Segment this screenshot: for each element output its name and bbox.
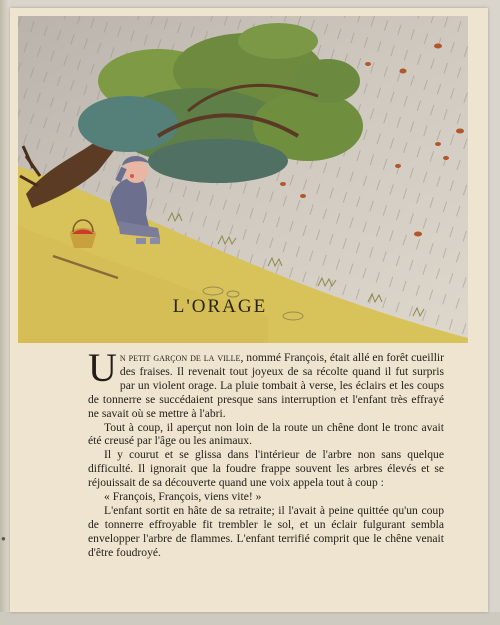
- paragraph-4: « François, François, viens vite! »: [104, 490, 262, 504]
- story-title: L'ORAGE: [172, 296, 268, 317]
- paragraph-5: L'enfant sortit en hâte de sa retraite; il l'avait à peine quittée qu'un coup de tonnerre effroyable fit trembler le sol, et un éclair fulgurant sembla envelopper l'arbre de flammes. L'enfant terrifié comprit que le chêne venait d'être foudroyé.: [88, 503, 444, 559]
- lead-in: n petit garçon de la ville,: [119, 351, 244, 364]
- storm-illustration: [18, 16, 468, 343]
- paragraph-1-text: nommé François, était allé en forêt cueillir des fraises. Il revenait tout joyeux de sa récolte quand il fut surpris par un violent orage. La pluie tombait à verse, les éclairs et les coups de tonnerre se succédaient presque sans interruption et l'enfant très effrayé ne savait où se mettre à l'abri.: [88, 351, 444, 420]
- paragraph-1: [88, 345, 444, 421]
- edge-mark: ●: [1, 534, 6, 543]
- drop-cap: U: [88, 345, 117, 390]
- paragraph-2: Tout à coup, il aperçut non loin de la route un chêne dont le tronc avait été creusé par l'âge ou les animaux.: [88, 420, 444, 448]
- story-text: [88, 345, 444, 560]
- illustration-svg: [18, 16, 468, 343]
- paragraph-3: Il y courut et se glissa dans l'intérieur de l'arbre non sans quelque difficulté. Il ignorait que la foudre frappe souvent les arbres élevés et se réjouissait de sa découverte quand une voix appela tout à coup :: [88, 448, 444, 490]
- page-bottom-shadow: [0, 612, 500, 625]
- book-page: [10, 8, 488, 612]
- book-binding-edge: [0, 0, 10, 625]
